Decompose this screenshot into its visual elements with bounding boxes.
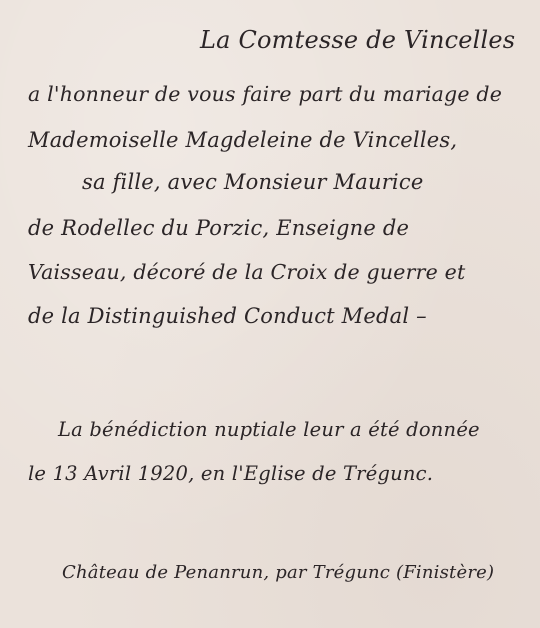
announcement-line-7: de la Distinguished Conduct Medal – — [28, 304, 427, 328]
announcement-line-4: sa fille, avec Monsieur Maurice — [82, 170, 424, 194]
announcement-line-6: Vaisseau, décoré de la Croix de guerre et — [28, 260, 466, 284]
announcement-line-groom: de Rodellec du Porzic, Enseigne de — [28, 216, 410, 240]
announcement-line-bride: Mademoiselle Magdeleine de Vincelles, — [28, 128, 458, 152]
address-line: Château de Penanrun, par Trégunc (Finistère) — [62, 562, 495, 583]
announcement-line-2: a l'honneur de vous faire part du mariage de — [28, 82, 503, 106]
announcement-line-host: La Comtesse de Vincelles — [200, 26, 516, 54]
ceremony-line-date: le 13 Avril 1920, en l'Eglise de Trégunc. — [28, 462, 434, 485]
ceremony-line-1: La bénédiction nuptiale leur a été donnée — [58, 418, 480, 441]
